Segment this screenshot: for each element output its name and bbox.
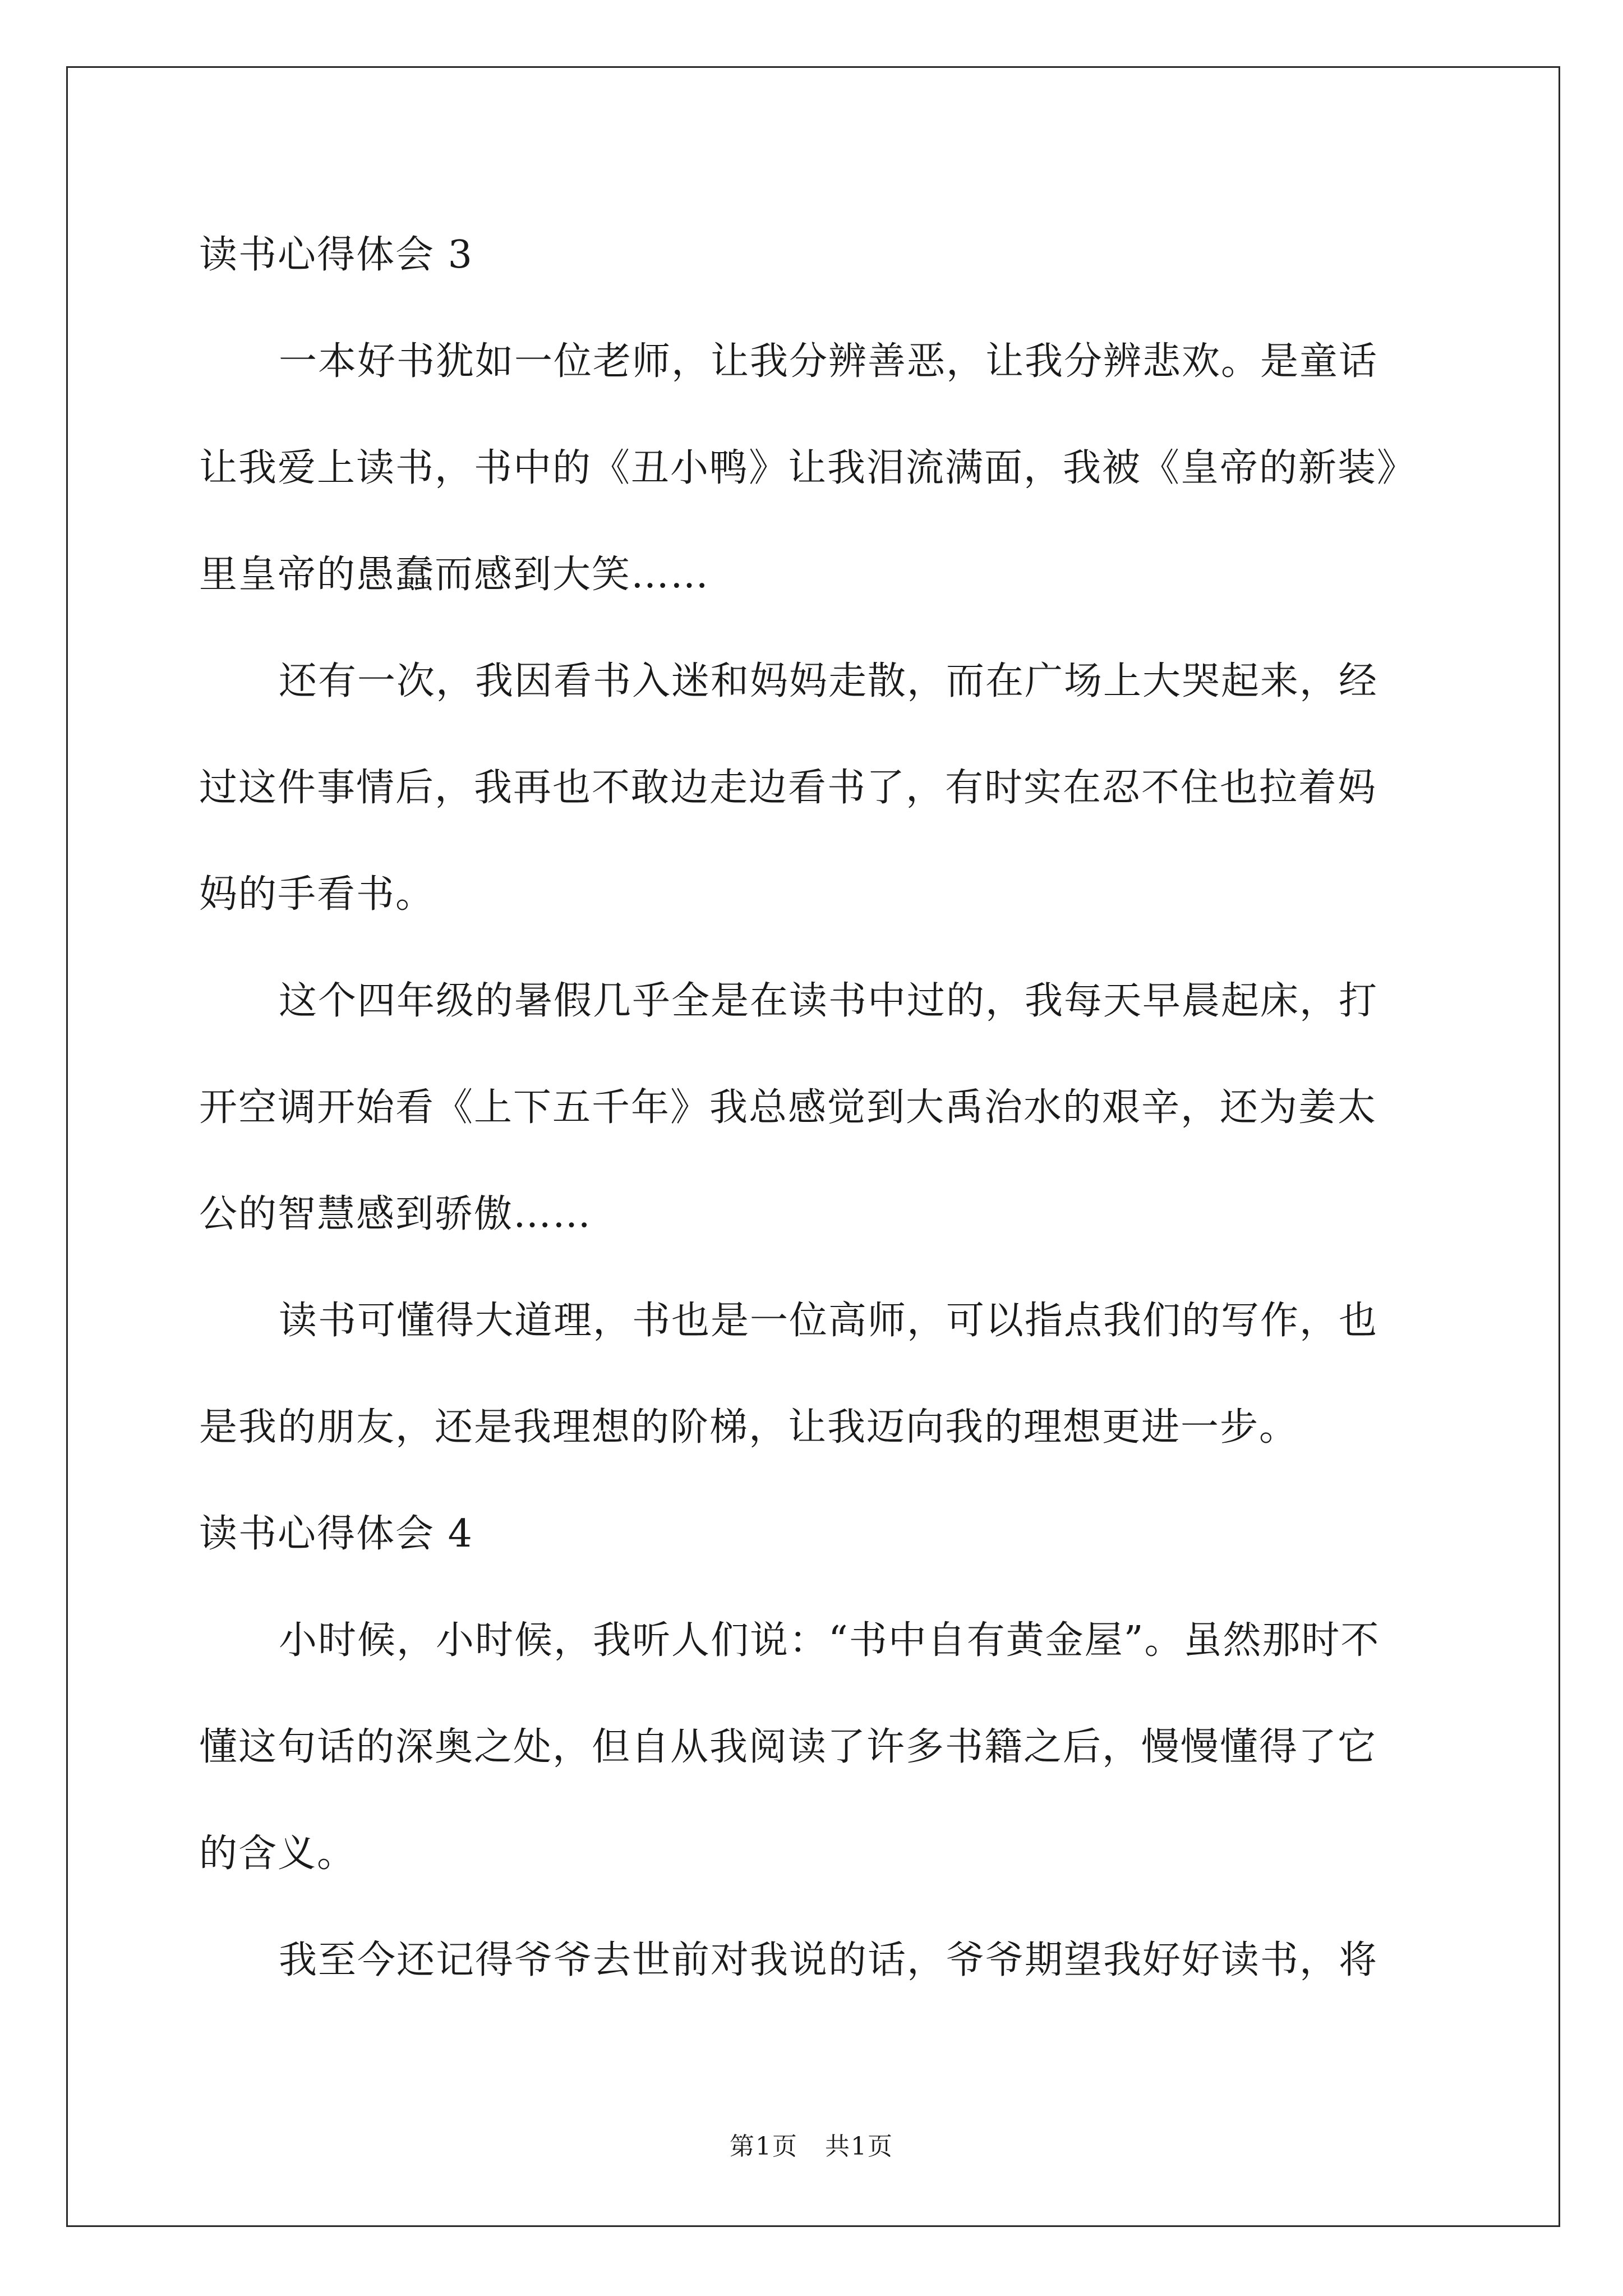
text-line: 小时候，小时候，我听人们说：“书中自有黄金屋”。虽然那时不	[279, 1618, 1380, 1663]
text-line: 公的智慧感到骄傲……	[199, 1192, 592, 1236]
text-line: 一本好书犹如一位老师，让我分辨善恶，让我分辨悲欢。是童话	[279, 339, 1378, 384]
text-line: 这个四年级的暑假几乎全是在读书中过的，我每天早晨起床，打	[279, 979, 1378, 1023]
page-footer: 第1页 共1页	[730, 2132, 893, 2161]
text-line: 让我爱上读书，书中的《丑小鸭》让我泪流满面，我被《皇帝的新装》	[199, 446, 1417, 490]
text-line: 还有一次，我因看书入迷和妈妈走散，而在广场上大哭起来，经	[279, 659, 1378, 703]
text-line: 的含义。	[199, 1832, 357, 1876]
document-body	[199, 202, 1436, 2014]
section-heading: 读书心得体会 4	[199, 1512, 473, 1556]
text-line: 懂这句话的深奥之处，但自从我阅读了许多书籍之后，慢慢懂得了它	[199, 1725, 1377, 1769]
text-line: 我至今还记得爷爷去世前对我说的话，爷爷期望我好好读书，将	[279, 1938, 1378, 1982]
text-line: 读书可懂得大道理，书也是一位高师，可以指点我们的写作，也	[279, 1299, 1378, 1343]
text-line: 妈的手看书。	[199, 872, 435, 917]
text-line: 里皇帝的愚蠢而感到大笑……	[199, 553, 710, 597]
section-heading: 读书心得体会 3	[199, 233, 473, 277]
text-line: 过这件事情后，我再也不敢边走边看书了，有时实在忍不住也拉着妈	[199, 766, 1377, 810]
text-line: 开空调开始看《上下五千年》我总感觉到大禹治水的艰辛，还为姜太	[199, 1085, 1377, 1130]
text-line: 是我的朋友，还是我理想的阶梯，让我迈向我的理想更进一步。	[199, 1405, 1299, 1450]
